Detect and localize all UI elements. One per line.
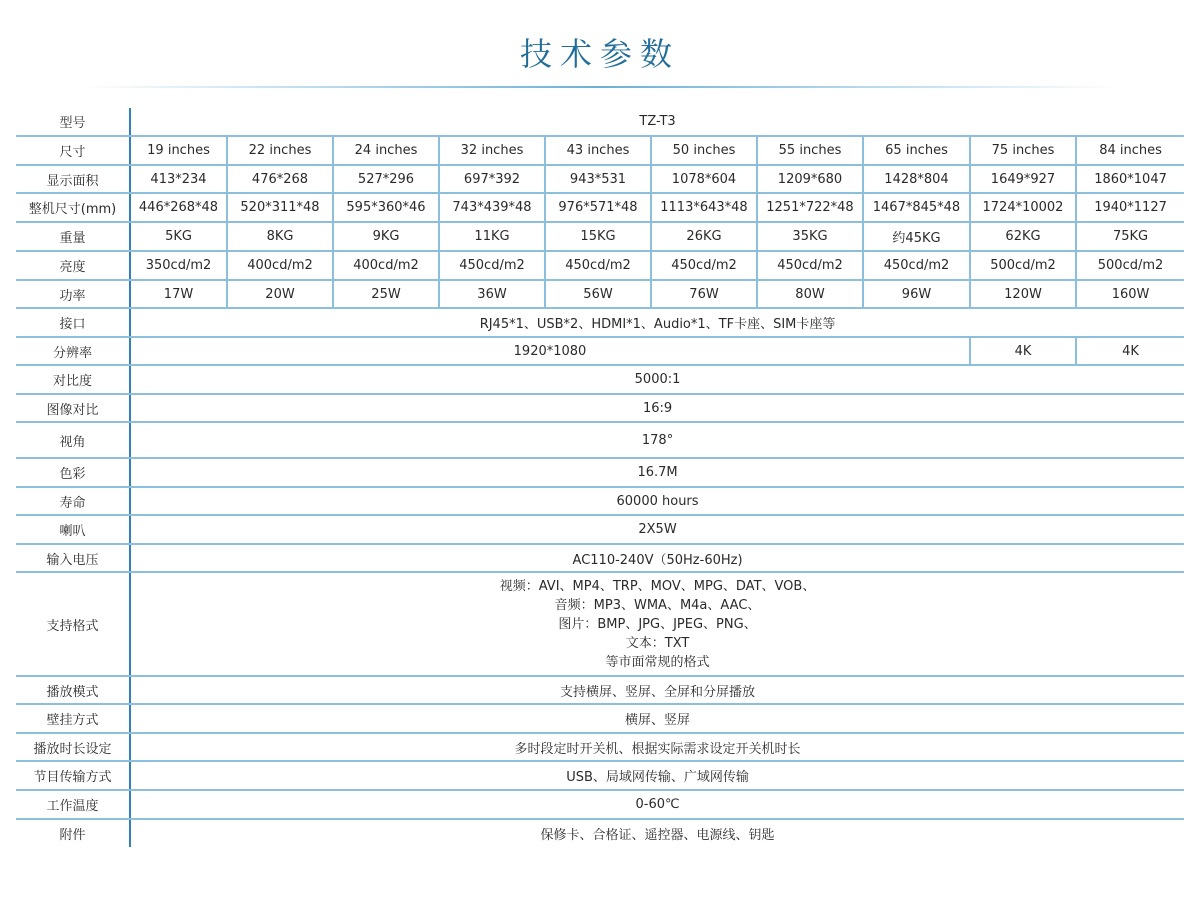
spec-value: 80W [757,280,863,308]
spec-value: 75KG [1076,222,1184,251]
spec-value: 约45KG [863,222,970,251]
spec-label: 亮度 [16,251,130,280]
format-line: 文本：TXT [625,635,690,651]
spec-row [16,733,1184,761]
spec-label: 显示面积 [16,165,130,193]
spec-value: 11KG [439,222,545,251]
spec-value: 16.7M [130,458,1184,487]
spec-row [16,487,1184,515]
spec-label: 支持格式 [16,572,130,676]
spec-value: 943*531 [545,165,651,193]
spec-value: 17W [130,280,227,308]
format-line: 图片：BMP、JPG、JPEG、PNG、 [558,616,757,632]
spec-value: 450cd/m2 [757,251,863,280]
spec-value: 60000 hours [130,487,1184,515]
spec-value: 35KG [757,222,863,251]
spec-value: 527*296 [333,165,439,193]
spec-value: 450cd/m2 [651,251,757,280]
spec-value: 84 inches [1076,136,1184,165]
spec-label: 播放模式 [16,676,130,704]
spec-value: 1724*10002 [970,193,1076,222]
spec-label: 图像对比 [16,394,130,422]
format-line: 音频：MP3、WMA、M4a、AAC、 [554,597,761,613]
spec-label: 对比度 [16,365,130,394]
spec-value: 500cd/m2 [970,251,1076,280]
spec-value: 1649*927 [970,165,1076,193]
spec-value: 65 inches [863,136,970,165]
spec-label: 播放时长设定 [16,733,130,761]
page-title: 技术参数 [519,35,680,73]
spec-row [16,136,1184,165]
spec-value: 350cd/m2 [130,251,227,280]
spec-row [16,222,1184,251]
spec-value: 446*268*48 [130,193,227,222]
spec-value: 15KG [545,222,651,251]
spec-value: 450cd/m2 [439,251,545,280]
spec-value: 56W [545,280,651,308]
spec-value: 50 inches [651,136,757,165]
spec-value: 595*360*46 [333,193,439,222]
spec-value: 0-60℃ [130,790,1184,819]
spec-value: 1920*1080 [130,337,970,365]
spec-value: 520*311*48 [227,193,333,222]
spec-value: 25W [333,280,439,308]
spec-value: 22 inches [227,136,333,165]
spec-label: 色彩 [16,458,130,487]
spec-value: 500cd/m2 [1076,251,1184,280]
spec-value: 1209*680 [757,165,863,193]
spec-value: 450cd/m2 [545,251,651,280]
title-divider [80,86,1120,88]
spec-label: 寿命 [16,487,130,515]
spec-row [16,365,1184,394]
spec-value: 96W [863,280,970,308]
spec-row [16,394,1184,422]
spec-row [16,572,1184,676]
spec-label: 工作温度 [16,790,130,819]
spec-value: 1251*722*48 [757,193,863,222]
spec-label: 型号 [16,108,130,136]
spec-value: 5000:1 [130,365,1184,394]
spec-value: RJ45*1、USB*2、HDMI*1、Audio*1、TF卡座、SIM卡座等 [130,308,1184,337]
spec-row [16,676,1184,704]
spec-value: 400cd/m2 [333,251,439,280]
spec-value: 5KG [130,222,227,251]
spec-value: 多时段定时开关机、根据实际需求设定开关机时长 [130,733,1184,761]
spec-value: 1428*804 [863,165,970,193]
spec-value: 26KG [651,222,757,251]
spec-label: 视角 [16,422,130,458]
spec-row [16,761,1184,790]
spec-row [16,280,1184,308]
spec-value [130,572,1184,676]
spec-value: 120W [970,280,1076,308]
spec-value: 4K [970,337,1076,365]
spec-table [16,108,1184,847]
spec-value: AC110-240V（50Hz-60Hz) [130,544,1184,572]
spec-label: 重量 [16,222,130,251]
spec-row [16,515,1184,544]
format-line: 等市面常规的格式 [605,654,710,670]
spec-label: 附件 [16,819,130,847]
spec-label: 节目传输方式 [16,761,130,790]
spec-value: 76W [651,280,757,308]
spec-value: 32 inches [439,136,545,165]
spec-row [16,819,1184,847]
spec-value: 2X5W [130,515,1184,544]
spec-row [16,337,1184,365]
spec-value: 413*234 [130,165,227,193]
spec-label: 整机尺寸(mm) [16,193,130,222]
spec-value: 横屏、竖屏 [130,704,1184,733]
spec-value: 697*392 [439,165,545,193]
spec-value: 476*268 [227,165,333,193]
spec-row [16,251,1184,280]
spec-value: 450cd/m2 [863,251,970,280]
spec-row [16,704,1184,733]
spec-value: 743*439*48 [439,193,545,222]
spec-value: 178° [130,422,1184,458]
spec-value: 8KG [227,222,333,251]
spec-label: 分辨率 [16,337,130,365]
spec-label: 喇叭 [16,515,130,544]
spec-value: 1113*643*48 [651,193,757,222]
spec-value: 36W [439,280,545,308]
spec-value: 19 inches [130,136,227,165]
spec-row [16,544,1184,572]
spec-value: 9KG [333,222,439,251]
format-line: 视频：AVI、MP4、TRP、MOV、MPG、DAT、VOB、 [499,578,816,594]
spec-row [16,165,1184,193]
spec-row [16,193,1184,222]
spec-value: 75 inches [970,136,1076,165]
spec-row [16,790,1184,819]
spec-label: 尺寸 [16,136,130,165]
spec-value: 1860*1047 [1076,165,1184,193]
spec-row [16,108,1184,136]
spec-row [16,458,1184,487]
spec-value: 保修卡、合格证、遥控器、电源线、钥匙 [130,819,1184,847]
spec-label: 接口 [16,308,130,337]
spec-value: 400cd/m2 [227,251,333,280]
spec-value: 976*571*48 [545,193,651,222]
spec-value: 1078*604 [651,165,757,193]
spec-row [16,422,1184,458]
spec-value: 43 inches [545,136,651,165]
spec-value: 1940*1127 [1076,193,1184,222]
spec-value: 55 inches [757,136,863,165]
spec-label: 输入电压 [16,544,130,572]
spec-value: 160W [1076,280,1184,308]
spec-row [16,308,1184,337]
spec-value: TZ-T3 [130,108,1184,136]
spec-value: 1467*845*48 [863,193,970,222]
spec-label: 壁挂方式 [16,704,130,733]
spec-value: 24 inches [333,136,439,165]
spec-value: USB、局域网传输、广域网传输 [130,761,1184,790]
spec-value: 62KG [970,222,1076,251]
spec-value: 支持横屏、竖屏、全屏和分屏播放 [130,676,1184,704]
spec-value: 20W [227,280,333,308]
spec-value: 16:9 [130,394,1184,422]
spec-value: 4K [1076,337,1184,365]
spec-label: 功率 [16,280,130,308]
